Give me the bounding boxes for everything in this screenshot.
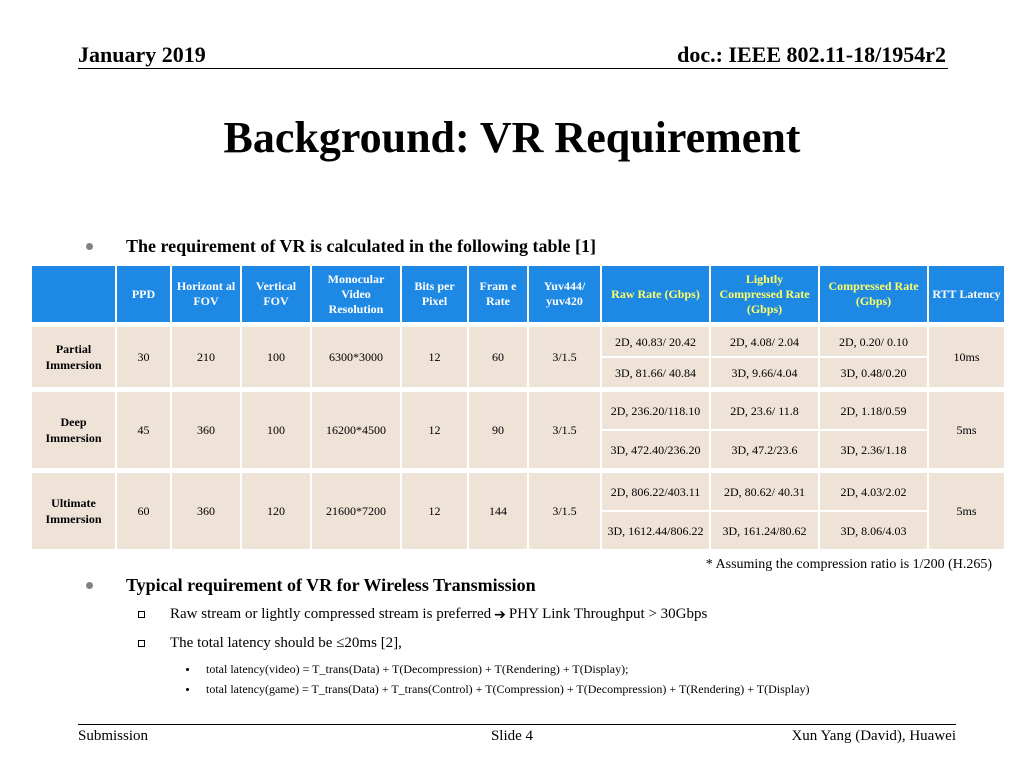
table-gap bbox=[32, 470, 1004, 471]
cell-comp-3d: 3D, 0.48/0.20 bbox=[820, 358, 927, 387]
cell-comp-2d: 2D, 4.03/2.02 bbox=[820, 473, 927, 510]
cell-bits: 12 bbox=[402, 327, 467, 387]
small-bullet-icon bbox=[186, 688, 189, 691]
header-divider bbox=[78, 68, 948, 69]
cell-resolution: 6300*3000 bbox=[312, 327, 400, 387]
header-doc-id: doc.: IEEE 802.11-18/1954r2 bbox=[677, 42, 946, 67]
cell-raw-2d: 2D, 236.20/118.10 bbox=[602, 392, 709, 429]
table-header-row bbox=[32, 266, 1004, 322]
bullet-2-text: Typical requirement of VR for Wireless Transmission bbox=[126, 575, 536, 595]
cell-light-2d: 2D, 23.6/ 11.8 bbox=[711, 392, 818, 429]
sub-bullet-1-result: PHY Link Throughput > 30Gbps bbox=[508, 606, 708, 622]
cell-yuv: 3/1.5 bbox=[529, 327, 600, 387]
header-resolution: Monocular Video Resolution bbox=[312, 266, 400, 322]
header-compressed: Compressed Rate (Gbps) bbox=[820, 266, 927, 322]
cell-ppd: 60 bbox=[117, 473, 170, 549]
cell-frame-rate: 90 bbox=[469, 392, 527, 468]
header-lightly-compressed: Lightly Compressed Rate (Gbps) bbox=[711, 266, 818, 322]
footer-divider bbox=[78, 724, 956, 725]
latency-game-formula: total latency(game) = T_trans(Data) + T_trans(Control) + T(Compression) + T(Decompression) + T(Rendering) + T(Display) bbox=[206, 682, 810, 696]
slide-title: Background: VR Requirement bbox=[223, 113, 801, 162]
row-label: Ultimate Immersion bbox=[32, 473, 115, 549]
cell-comp-3d: 3D, 8.06/4.03 bbox=[820, 512, 927, 549]
cell-light-3d: 3D, 47.2/23.6 bbox=[711, 431, 818, 468]
sub-bullet-2 bbox=[138, 635, 402, 652]
table-gap bbox=[32, 389, 1004, 390]
cell-bits: 12 bbox=[402, 392, 467, 468]
cell-light-2d: 2D, 4.08/ 2.04 bbox=[711, 327, 818, 356]
cell-raw-2d: 2D, 40.83/ 20.42 bbox=[602, 327, 709, 356]
footer-submission: Submission bbox=[78, 728, 149, 744]
cell-resolution: 16200*4500 bbox=[312, 392, 400, 468]
footer-slide-number: Slide 4 bbox=[490, 728, 534, 744]
footer-author: Xun Yang (David), Huawei bbox=[791, 728, 956, 744]
square-bullet-icon bbox=[138, 640, 145, 647]
cell-frame-rate: 144 bbox=[469, 473, 527, 549]
header-bits: Bits per Pixel bbox=[402, 266, 467, 322]
bullet-1 bbox=[86, 236, 596, 257]
latency-video-formula: total latency(video) = T_trans(Data) + T(Decompression) + T(Rendering) + T(Display); bbox=[206, 662, 629, 676]
header-ppd: PPD bbox=[117, 266, 170, 322]
square-bullet-icon bbox=[138, 611, 145, 618]
bullet-1-text: The requirement of VR is calculated in the following table [1] bbox=[126, 236, 596, 256]
cell-yuv: 3/1.5 bbox=[529, 473, 600, 549]
cell-light-3d: 3D, 161.24/80.62 bbox=[711, 512, 818, 549]
cell-bits: 12 bbox=[402, 473, 467, 549]
sub-bullet-2-text: The total latency should be ≤20ms [2], bbox=[170, 635, 402, 651]
table-row bbox=[32, 473, 1004, 510]
cell-hfov: 210 bbox=[172, 327, 240, 387]
header-raw-rate: Raw Rate (Gbps) bbox=[602, 266, 709, 322]
cell-ppd: 45 bbox=[117, 392, 170, 468]
table-row bbox=[32, 327, 1004, 356]
cell-yuv: 3/1.5 bbox=[529, 392, 600, 468]
cell-hfov: 360 bbox=[172, 392, 240, 468]
table-row bbox=[32, 392, 1004, 429]
cell-vfov: 120 bbox=[242, 473, 310, 549]
cell-raw-3d: 3D, 472.40/236.20 bbox=[602, 431, 709, 468]
cell-raw-3d: 3D, 81.66/ 40.84 bbox=[602, 358, 709, 387]
cell-light-2d: 2D, 80.62/ 40.31 bbox=[711, 473, 818, 510]
compression-note: * Assuming the compression ratio is 1/200 (H.265) bbox=[705, 557, 992, 572]
bullet-dot-icon bbox=[86, 243, 93, 250]
cell-rtt: 5ms bbox=[929, 392, 1004, 468]
latency-video-item bbox=[186, 662, 628, 677]
cell-comp-2d: 2D, 0.20/ 0.10 bbox=[820, 327, 927, 356]
vr-requirement-table bbox=[30, 264, 1006, 551]
cell-vfov: 100 bbox=[242, 327, 310, 387]
header-yuv: Yuv444/ yuv420 bbox=[529, 266, 600, 322]
row-label: Partial Immersion bbox=[32, 327, 115, 387]
header-blank bbox=[32, 266, 115, 322]
bullet-dot-icon bbox=[86, 582, 93, 589]
cell-frame-rate: 60 bbox=[469, 327, 527, 387]
cell-rtt: 5ms bbox=[929, 473, 1004, 549]
table-gap bbox=[32, 324, 1004, 325]
cell-resolution: 21600*7200 bbox=[312, 473, 400, 549]
cell-light-3d: 3D, 9.66/4.04 bbox=[711, 358, 818, 387]
sub-bullet-1 bbox=[138, 606, 707, 623]
cell-hfov: 360 bbox=[172, 473, 240, 549]
right-arrow-icon: ➔ bbox=[494, 606, 506, 623]
cell-raw-2d: 2D, 806.22/403.11 bbox=[602, 473, 709, 510]
cell-comp-2d: 2D, 1.18/0.59 bbox=[820, 392, 927, 429]
header-hfov: Horizont al FOV bbox=[172, 266, 240, 322]
header-vfov: Vertical FOV bbox=[242, 266, 310, 322]
cell-vfov: 100 bbox=[242, 392, 310, 468]
cell-rtt: 10ms bbox=[929, 327, 1004, 387]
sub-bullet-1-text: Raw stream or lightly compressed stream is preferred bbox=[170, 606, 492, 622]
row-label: Deep Immersion bbox=[32, 392, 115, 468]
cell-comp-3d: 3D, 2.36/1.18 bbox=[820, 431, 927, 468]
small-bullet-icon bbox=[186, 668, 189, 671]
cell-raw-3d: 3D, 1612.44/806.22 bbox=[602, 512, 709, 549]
header-rtt: RTT Latency bbox=[929, 266, 1004, 322]
latency-game-item bbox=[186, 682, 809, 697]
header-frame-rate: Fram e Rate bbox=[469, 266, 527, 322]
cell-ppd: 30 bbox=[117, 327, 170, 387]
header-date: January 2019 bbox=[78, 42, 206, 67]
bullet-2 bbox=[86, 575, 536, 596]
